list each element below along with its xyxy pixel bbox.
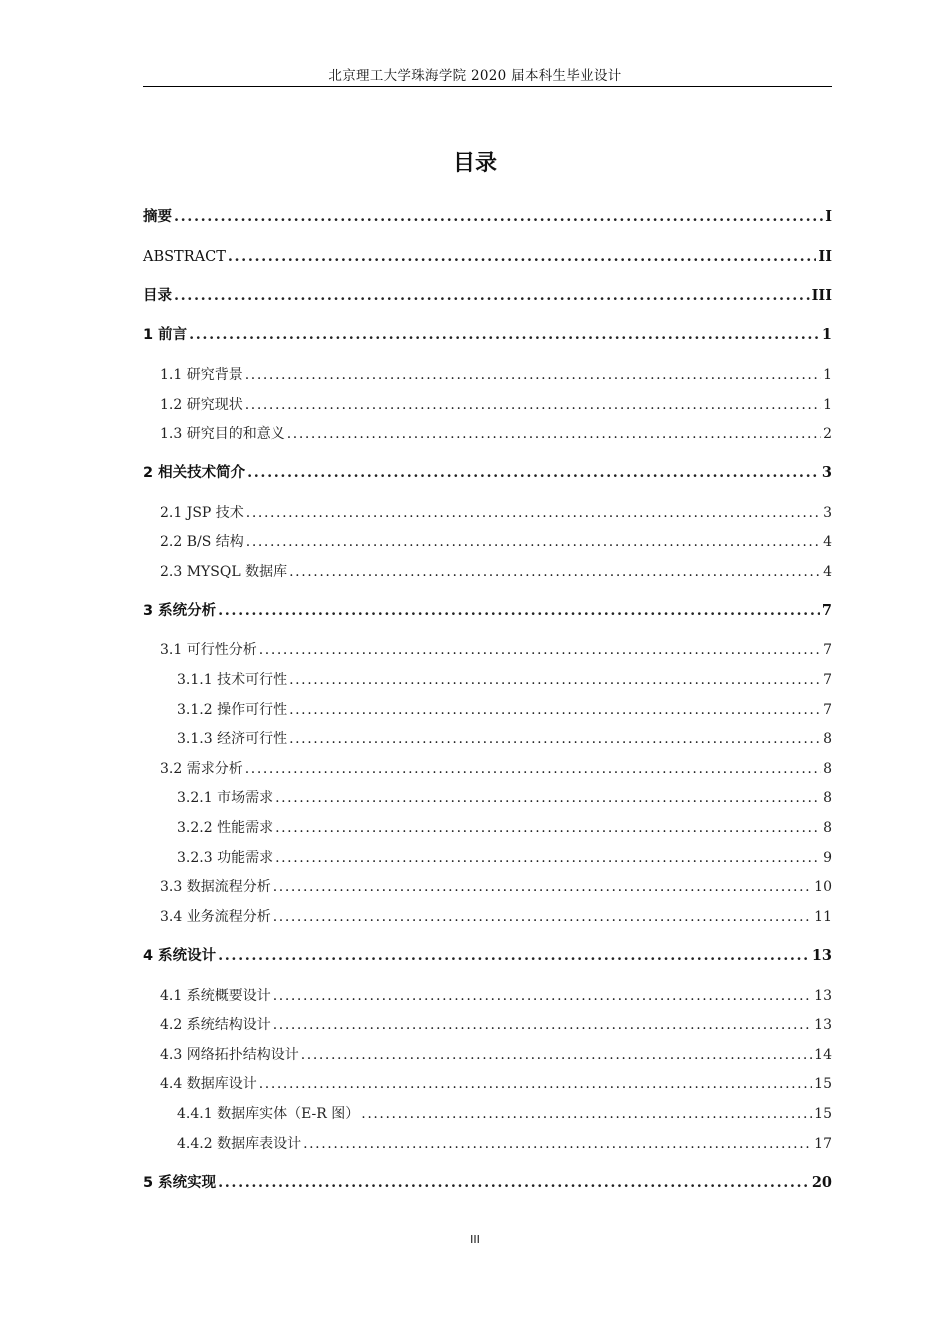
toc-entry-contents[interactable]: 目录 ..... III (143, 287, 832, 305)
table-of-contents (143, 0, 832, 1344)
toc-entry-3-2-2[interactable]: 3.2.2 性能需求 ..... 8 (177, 819, 832, 837)
toc-entry-ch3[interactable]: 3 系统分析 ..... 7 (143, 602, 832, 620)
toc-entry-3-1-3[interactable]: 3.1.3 经济可行性 ..... 8 (177, 730, 832, 748)
toc-entry-abstract-en[interactable]: ABSTRACT ..... II (143, 248, 832, 266)
page-number: III (470, 1233, 480, 1246)
toc-entry-3-2-3[interactable]: 3.2.3 功能需求 ..... 9 (177, 849, 832, 867)
toc-entry-3-3[interactable]: 3.3 数据流程分析 ..... 10 (160, 878, 832, 896)
toc-entry-1-3[interactable]: 1.3 研究目的和意义 ..... 2 (160, 425, 832, 443)
toc-entry-3-1-1[interactable]: 3.1.1 技术可行性 ..... 7 (177, 671, 832, 689)
toc-entry-3-2[interactable]: 3.2 需求分析 ..... 8 (160, 760, 832, 778)
toc-entry-4-3[interactable]: 4.3 网络拓扑结构设计 ..... 14 (160, 1046, 832, 1064)
toc-entry-4-2[interactable]: 4.2 系统结构设计 ..... 13 (160, 1016, 832, 1034)
toc-entry-2-1[interactable]: 2.1 JSP 技术 ..... 3 (160, 504, 832, 522)
toc-entry-4-4[interactable]: 4.4 数据库设计 ..... 15 (160, 1075, 832, 1093)
toc-entry-abstract-cn[interactable]: 摘要 ..... I (143, 208, 832, 226)
toc-entry-3-4[interactable]: 3.4 业务流程分析 ..... 11 (160, 908, 832, 926)
page-title: 目录 (452, 151, 497, 176)
toc-entry-ch5[interactable]: 5 系统实现 ..... 20 (143, 1174, 832, 1192)
toc-entry-4-1[interactable]: 4.1 系统概要设计 ..... 13 (160, 987, 832, 1005)
toc-entry-1-1[interactable]: 1.1 研究背景 ..... 1 (160, 366, 832, 384)
toc-entry-ch2[interactable]: 2 相关技术简介 ..... 3 (143, 464, 832, 482)
toc-entry-3-1-2[interactable]: 3.1.2 操作可行性 ..... 7 (177, 701, 832, 719)
toc-entry-4-4-1[interactable]: 4.4.1 数据库实体（E-R 图） ..... 15 (177, 1105, 832, 1123)
toc-entry-1-2[interactable]: 1.2 研究现状 ..... 1 (160, 396, 832, 414)
toc-entry-2-3[interactable]: 2.3 MYSQL 数据库 ..... 4 (160, 563, 832, 581)
toc-entry-4-4-2[interactable]: 4.4.2 数据库表设计 ..... 17 (177, 1135, 832, 1153)
toc-entry-ch4[interactable]: 4 系统设计 ..... 13 (143, 947, 832, 965)
page-header: 北京理工大学珠海学院 2020 届本科生毕业设计 (328, 68, 622, 84)
toc-entry-ch1[interactable]: 1 前言 ..... 1 (143, 326, 832, 344)
toc-entry-3-1[interactable]: 3.1 可行性分析 ..... 7 (160, 641, 832, 659)
toc-entry-2-2[interactable]: 2.2 B/S 结构 ..... 4 (160, 533, 832, 551)
toc-entry-3-2-1[interactable]: 3.2.1 市场需求 ..... 8 (177, 789, 832, 807)
